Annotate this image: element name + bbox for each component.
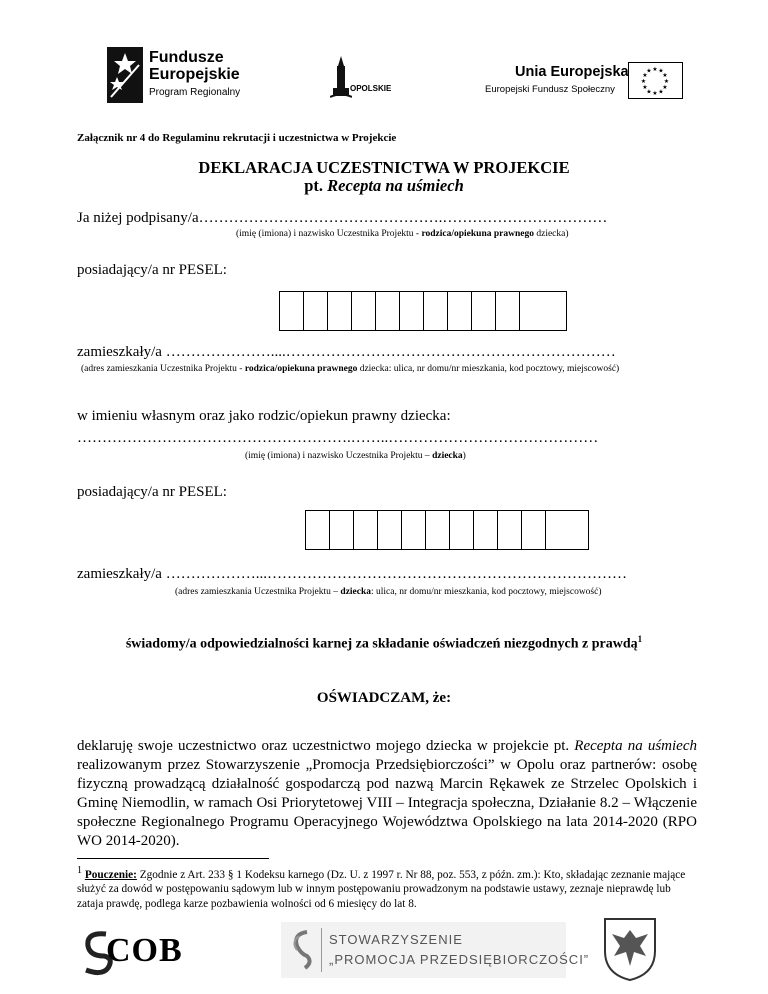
footnote-divider — [77, 858, 269, 859]
pesel-cell[interactable] — [546, 511, 568, 549]
unia-europejska-logo — [485, 62, 685, 102]
pesel-cell[interactable] — [400, 292, 424, 330]
caption3-b: dziecka — [432, 451, 463, 461]
caption-parent-address — [81, 364, 619, 374]
parent-name-line[interactable] — [77, 210, 697, 227]
svg-text:★: ★ — [652, 66, 658, 73]
caption-child-address — [175, 587, 602, 597]
pesel-label-parent: posiadający/a nr PESEL: — [77, 262, 227, 278]
caption3-c: ) — [462, 451, 466, 461]
pesel-cell[interactable] — [496, 292, 520, 330]
child-address-label: zamieszkały/a — [77, 566, 162, 582]
pesel-cell[interactable] — [426, 511, 450, 549]
ue-subtitle: Europejski Fundusz Społeczny — [485, 84, 615, 95]
opolskie-text: OPOLSKIE — [350, 84, 392, 93]
cob-text: COB — [106, 932, 183, 969]
attachment-note: Załącznik nr 4 do Regulaminu rekrutacji i uczestnictwa w Projekcie — [77, 132, 397, 144]
ue-title: Unia Europejska — [515, 64, 629, 80]
stowarzyszenie-logo — [281, 922, 590, 978]
pesel-cell[interactable] — [450, 511, 474, 549]
svg-text:★: ★ — [646, 67, 652, 75]
svg-text:★: ★ — [662, 84, 668, 91]
svg-text:★: ★ — [640, 78, 647, 85]
caption2-a: (adres zamieszkania Uczestnika Projektu - — [81, 364, 245, 374]
parent-address-line[interactable] — [77, 344, 697, 361]
tower-icon — [330, 56, 352, 98]
caption4-b: dziecka — [340, 587, 372, 597]
fundusze-europejskie-logo — [107, 47, 277, 105]
pesel-cell[interactable] — [448, 292, 472, 330]
svg-text:★: ★ — [658, 67, 664, 75]
footnote-ref[interactable]: 1 — [637, 634, 643, 644]
child-address-line[interactable] — [77, 566, 697, 583]
fe-subtitle: Program Regionalny — [149, 87, 241, 98]
parent-address-label: zamieszkały/a — [77, 344, 162, 360]
para-project-name: Recepta na uśmiech — [574, 738, 697, 754]
pesel-boxes-parent[interactable] — [279, 291, 567, 331]
declare-heading: OŚWIADCZAM, że: — [316, 690, 452, 706]
child-name-line[interactable]: ……………………………………………….……..…………………………………… — [77, 430, 599, 446]
pesel-cell[interactable] — [328, 292, 352, 330]
pp-logo-icon — [289, 928, 315, 972]
page-subtitle — [0, 176, 768, 196]
footnote-number: 1 — [77, 865, 82, 876]
parent-name-label: Ja niżej podpisany/a — [77, 210, 199, 226]
caption-child-name — [245, 451, 466, 461]
fe-title-1: Fundusze — [149, 49, 224, 66]
svg-text:★: ★ — [642, 72, 648, 79]
svg-text:★: ★ — [662, 72, 668, 79]
pesel-cell[interactable] — [474, 511, 498, 549]
pesel-cell[interactable] — [472, 292, 496, 330]
eu-flag-icon — [628, 62, 683, 99]
caption2-b: rodzica/opiekuna prawnego — [244, 364, 358, 374]
page-title: DEKLARACJA UCZESTNICTWA W PROJEKCIE — [198, 158, 570, 177]
pesel-cell[interactable] — [280, 292, 304, 330]
declaration-paragraph — [77, 737, 697, 851]
caption1-a: (imię (imiona) i nazwisko Uczestnika Projektu - — [236, 229, 422, 239]
pesel-cell[interactable] — [402, 511, 426, 549]
caption1-c: dziecka) — [533, 229, 569, 239]
logo-divider — [321, 928, 322, 972]
fe-title-2: Europejskie — [149, 66, 240, 83]
parent-address-dots: …………………....………………………………………………………… — [161, 344, 616, 360]
pesel-boxes-child[interactable] — [305, 510, 589, 550]
svg-text:★: ★ — [658, 88, 664, 96]
caption4-c: : ulica, nr domu/nr mieszkania, kod pocztowy, miejscowość) — [371, 587, 602, 597]
fe-flag-icon — [107, 47, 143, 103]
pesel-cell[interactable] — [378, 511, 402, 549]
caption2-c: dziecka: ulica, nr domu/nr mieszkania, kod pocztowy, miejscowość) — [357, 364, 620, 374]
caption1-b: rodzica/opiekuna prawnego — [421, 229, 534, 239]
pesel-cell[interactable] — [330, 511, 354, 549]
project-name: Recepta na uśmiech — [327, 176, 464, 195]
svg-text:★: ★ — [646, 88, 652, 96]
parent-name-dots: ………………………………………….…………………………… — [198, 210, 608, 226]
awareness-text: świadomy/a odpowiedzialności karnej za składanie oświadczeń niezgodnych z prawdą — [125, 636, 638, 652]
caption4-a: (adres zamieszkania Uczestnika Projektu – — [175, 587, 341, 597]
caption3-a: (imię (imiona) i nazwisko Uczestnika Projektu – — [245, 451, 433, 461]
subtitle-prefix: pt. — [304, 176, 328, 195]
svg-text:★: ★ — [663, 78, 670, 85]
pesel-cell[interactable] — [376, 292, 400, 330]
para-b: realizowanym przez Stowarzyszenie „Promocja Przedsiębiorczości” w Opolu oraz partnerów: osobę fizyczną prowadzącą działalność gospodarczą pod nazwą Marcin Rękawek ze Strzelec Opolskich i Gminę Niemodlin, w ramach Osi Priorytetowej VIII – Integracja społeczna, Działanie 8.2 – Włączenie społeczne Regionalnego Programu Operacyjnego Województwa Opolskiego na lata 2014-2020 (RPO WO 2014-2020). — [77, 757, 697, 849]
pesel-cell[interactable] — [352, 292, 376, 330]
pesel-cell[interactable] — [520, 292, 546, 330]
para-a: deklaruję swoje uczestnictwo oraz uczestnictwo mojego dziecka w projekcie pt. — [77, 738, 575, 754]
stow-line-2: „PROMOCJA PRZEDSIĘBIORCZOŚCI” — [329, 952, 590, 967]
on-behalf-heading: w imieniu własnym oraz jako rodzic/opiekun prawny dziecka: — [77, 408, 451, 424]
pesel-cell[interactable] — [306, 511, 330, 549]
footnote-text: Zgodnie z Art. 233 § 1 Kodeksu karnego (Dz. U. z 1997 r. Nr 88, poz. 553, z późn. zm.): Kto, składając zeznanie mające służyć za dowód w postępowaniu sądowym lub w innym postępowaniu prowadzonym na podstawie ustawy, zeznaje nieprawdę lub zataja prawdę, podlega karze pozbawienia wolności od 6 miesięcy do lat 8. — [77, 868, 686, 910]
pesel-cell[interactable] — [522, 511, 546, 549]
child-address-dots: ………………...……………………………………………………………… — [161, 566, 627, 582]
svg-text:★: ★ — [652, 90, 658, 97]
pesel-cell[interactable] — [424, 292, 448, 330]
pesel-cell[interactable] — [304, 292, 328, 330]
gmina-crest — [600, 916, 660, 982]
svg-text:★: ★ — [642, 84, 648, 91]
caption-parent-name — [236, 229, 569, 239]
awareness-statement — [0, 634, 768, 653]
footnote-label: Pouczenie: — [84, 868, 137, 881]
footnote — [77, 864, 697, 911]
pesel-cell[interactable] — [354, 511, 378, 549]
pesel-label-child: posiadający/a nr PESEL: — [77, 484, 227, 500]
stow-line-1: STOWARZYSZENIE — [329, 932, 463, 947]
pesel-cell[interactable] — [498, 511, 522, 549]
eagle-crest-icon — [600, 916, 660, 982]
opolskie-logo — [320, 56, 395, 102]
cob-logo — [80, 926, 210, 978]
